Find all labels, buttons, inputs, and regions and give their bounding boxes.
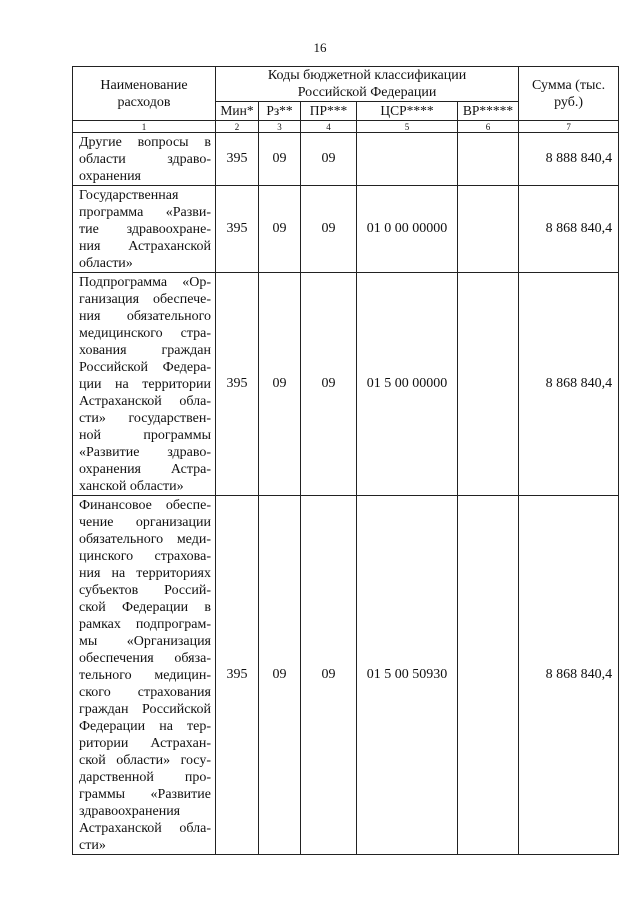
- row-name-line: цинского страхова-: [79, 549, 211, 564]
- header-rz: Рз**: [259, 102, 301, 121]
- row-name-line: тельного медицин-: [79, 668, 211, 683]
- row-name-line: Подпрограмма «Ор-: [79, 275, 211, 290]
- row-pr: 09: [301, 273, 357, 496]
- row-name-line: граждан Российской: [79, 702, 211, 717]
- budget-table: [72, 66, 619, 855]
- row-vr: [458, 273, 519, 496]
- row-name-line: хования граждан: [79, 343, 211, 358]
- table-row: [73, 496, 619, 855]
- row-name-line: ской области» госу-: [79, 753, 211, 768]
- row-name-line: Астраханской обла-: [79, 394, 211, 409]
- col-number: 1: [73, 121, 216, 133]
- row-name-line: тие здравоохране-: [79, 222, 211, 237]
- page-number: 16: [313, 40, 327, 55]
- row-name-line: Федерации на тер-: [79, 719, 211, 734]
- row-name-line: ния обязательного: [79, 309, 211, 324]
- row-sum: 8 888 840,4: [519, 133, 619, 186]
- row-name-line: сти»: [79, 838, 106, 853]
- row-name-line: дарственной про-: [79, 770, 211, 785]
- row-name-line: медицинского стра-: [79, 326, 211, 341]
- header-name-col: [73, 67, 216, 121]
- row-name-line: обязательного меди-: [79, 532, 211, 547]
- col-number: 5: [357, 121, 458, 133]
- row-rz: 09: [259, 273, 301, 496]
- row-name-line: обеспечения обяза-: [79, 651, 211, 666]
- header-sum-label: Сумма (тыс. руб.): [532, 77, 606, 110]
- header-csr: ЦСР****: [357, 102, 458, 121]
- row-name-line: Другие вопросы в: [79, 135, 211, 150]
- table-row: [73, 133, 619, 186]
- col-number: 4: [301, 121, 357, 133]
- row-rz: 09: [259, 186, 301, 273]
- row-csr: [357, 133, 458, 186]
- row-vr: [458, 186, 519, 273]
- row-name-line: ритории Астрахан-: [79, 736, 211, 751]
- row-name-line: области»: [79, 256, 133, 271]
- row-vr: [458, 133, 519, 186]
- row-csr: 01 5 00 50930: [357, 496, 458, 855]
- row-name-line: субъектов Россий-: [79, 583, 211, 598]
- row-name-line: ния Астраханской: [79, 239, 211, 254]
- row-pr: 09: [301, 133, 357, 186]
- row-pr: 09: [301, 496, 357, 855]
- row-name-line: программа «Разви-: [79, 205, 211, 220]
- row-name-line: рамках подпрограм-: [79, 617, 211, 632]
- row-name: [73, 273, 216, 496]
- row-name-line: здравоохранения: [79, 804, 181, 819]
- table-row: [73, 273, 619, 496]
- row-name-line: области здраво-: [79, 152, 211, 167]
- col-number: 2: [216, 121, 259, 133]
- row-name-line: граммы «Развитие: [79, 787, 211, 802]
- header-name-label: Наименование расходов: [100, 77, 188, 110]
- row-name-line: ского страхования: [79, 685, 211, 700]
- col-number: 6: [458, 121, 519, 133]
- row-name-line: ханской области»: [79, 479, 184, 494]
- header-min: Мин*: [216, 102, 259, 121]
- row-min: 395: [216, 133, 259, 186]
- header-pr: ПР***: [301, 102, 357, 121]
- row-vr: [458, 496, 519, 855]
- row-sum: 8 868 840,4: [519, 186, 619, 273]
- row-name-line: Финансовое обеспе-: [79, 498, 211, 513]
- row-min: 395: [216, 496, 259, 855]
- row-csr: 01 0 00 00000: [357, 186, 458, 273]
- row-name-line: ции на территории: [79, 377, 211, 392]
- row-name: [73, 186, 216, 273]
- row-name-line: ной программы: [79, 428, 211, 443]
- row-name-line: Российской Федера-: [79, 360, 211, 375]
- row-sum: 8 868 840,4: [519, 273, 619, 496]
- row-csr: 01 5 00 00000: [357, 273, 458, 496]
- row-name-line: Государственная: [79, 188, 179, 203]
- row-rz: 09: [259, 496, 301, 855]
- table-row: [73, 186, 619, 273]
- row-name-line: «Развитие здраво-: [79, 445, 211, 460]
- row-name-line: чение организации: [79, 515, 211, 530]
- header-codes-label: Коды бюджетной классификации Российской Федерации: [267, 68, 467, 100]
- column-numbers-row: [73, 121, 619, 133]
- col-number: 3: [259, 121, 301, 133]
- header-vr: ВР*****: [458, 102, 519, 121]
- row-min: 395: [216, 273, 259, 496]
- row-sum: 8 868 840,4: [519, 496, 619, 855]
- header-sum-col: [519, 67, 619, 121]
- row-name-line: ния на территориях: [79, 566, 211, 581]
- row-name-line: ской Федерации в: [79, 600, 211, 615]
- row-min: 395: [216, 186, 259, 273]
- row-name-line: ганизация обеспече-: [79, 292, 211, 307]
- row-pr: 09: [301, 186, 357, 273]
- col-number: 7: [519, 121, 619, 133]
- row-name-line: Астраханской обла-: [79, 821, 211, 836]
- row-name-line: мы «Организация: [79, 634, 211, 649]
- row-name-line: сти» государствен-: [79, 411, 211, 426]
- row-name: [73, 133, 216, 186]
- row-rz: 09: [259, 133, 301, 186]
- row-name-line: охранения Астра-: [79, 462, 211, 477]
- row-name: [73, 496, 216, 855]
- header-codes-title: [216, 67, 519, 102]
- row-name-line: охранения: [79, 169, 141, 184]
